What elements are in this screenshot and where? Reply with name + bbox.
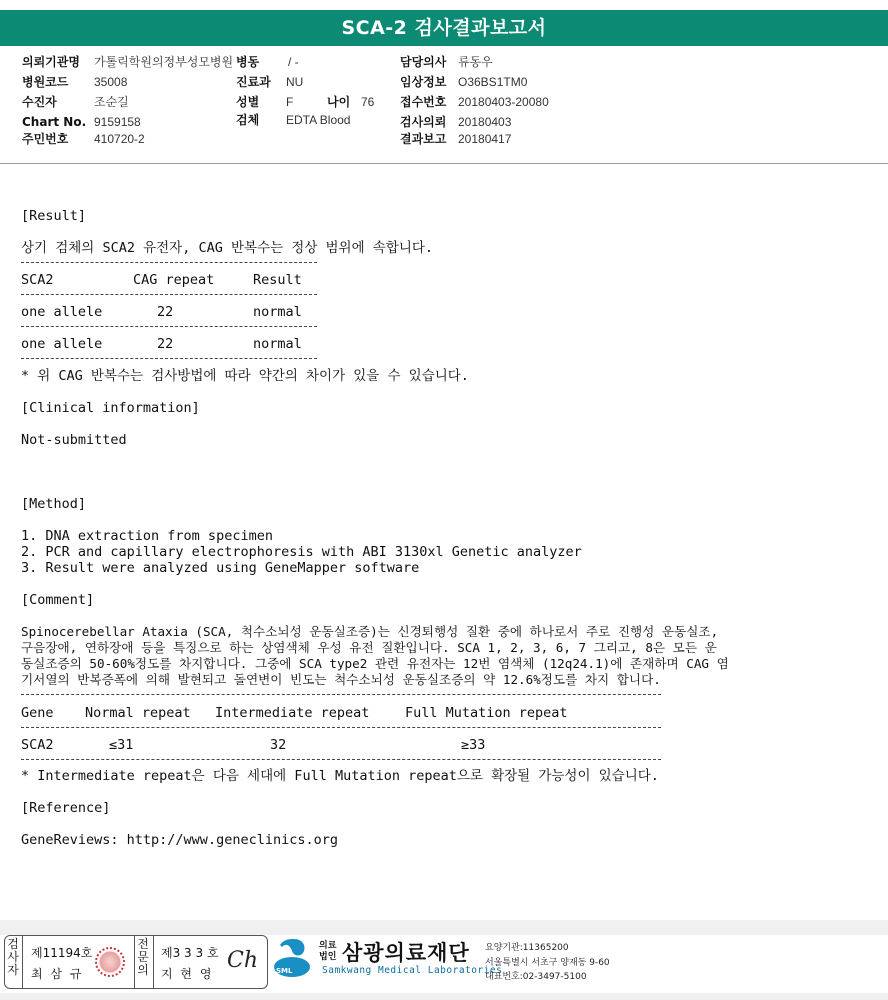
ward-label: 병동 xyxy=(236,55,260,69)
reference-text: GeneReviews: http://www.geneclinics.org xyxy=(21,832,338,848)
gene-name: SCA2 xyxy=(21,737,54,753)
corp-prefix-1: 의료 xyxy=(319,941,337,951)
full-mutation-value: ≥33 xyxy=(461,737,486,753)
doctor-value: 류동우 xyxy=(458,55,493,69)
age-label: 나이 xyxy=(327,95,351,109)
specialist-name: 지 현 영 xyxy=(161,967,214,981)
specialist-label xyxy=(137,938,149,977)
id-value: 410720-2 xyxy=(94,132,145,146)
method-line: 2. PCR and capillary electrophoresis with ABI 3130xl Genetic analyzer xyxy=(21,544,582,560)
allele-label: one allele xyxy=(21,304,103,320)
gene-col-full: Full Mutation repeat xyxy=(405,705,568,721)
inspector-name: 최 삼 규 xyxy=(31,967,84,981)
specialist-number: 제3 3 3 호 xyxy=(161,946,219,960)
comment-line: 기서열의 반복증폭에 의해 발현되고 돌연변이 빈도는 척수소뇌성 운동실조증의 약 12.6%정도를 차지 합니다. xyxy=(21,672,661,687)
reference-heading: [Reference] xyxy=(21,800,111,816)
method-line: 1. DNA extraction from specimen xyxy=(21,528,273,544)
header-divider xyxy=(0,163,888,164)
comment-line: Spinocerebellar Ataxia (SCA, 척수소뇌성 운동실조증)는 신경퇴행성 질환 중에 하나로서 주로 진행성 운동실조, xyxy=(21,624,719,639)
comment-heading: [Comment] xyxy=(21,592,95,608)
inspector-label-text: 검사자 xyxy=(7,937,19,977)
sex-label: 성별 xyxy=(236,95,260,109)
corp-english-name: Samkwang Medical Laboratories xyxy=(322,965,503,976)
intermediate-repeat-value: 32 xyxy=(270,737,287,753)
chart-value: 9159158 xyxy=(94,115,141,129)
dept-value: NU xyxy=(286,75,304,89)
cag-value: 22 xyxy=(157,336,174,352)
doctor-label: 담당의사 xyxy=(400,55,447,69)
gene-note: * Intermediate repeat은 다음 세대에 Full Mutation repeat으로 확장될 가능성이 있습니다. xyxy=(21,768,659,784)
specimen-value: EDTA Blood xyxy=(286,113,351,127)
result-note: * 위 CAG 반복수는 검사방법에 따라 약간의 차이가 있을 수 있습니다. xyxy=(21,368,469,384)
receipt-label: 접수번호 xyxy=(400,95,447,109)
inspector-number: 제11194호 xyxy=(31,946,93,960)
seal-stamp xyxy=(95,947,125,977)
result-col-gene: SCA2 xyxy=(21,272,54,288)
age-value: 76 xyxy=(361,95,375,109)
hospital-code-value: 35008 xyxy=(94,75,128,89)
ward-value: / - xyxy=(288,55,299,69)
report-title: SCA-2 검사결과보고서 xyxy=(0,10,888,46)
signature: Ch xyxy=(227,948,259,973)
address: 서울특별시 서초구 양재동 9-60 xyxy=(485,958,610,968)
request-value: 20180403 xyxy=(458,115,512,129)
method-line: 3. Result were analyzed using GeneMapper software xyxy=(21,560,420,576)
corp-name: 삼광의료재단 xyxy=(342,941,470,965)
inspector-label xyxy=(7,938,19,977)
clinical-info-label: 임상정보 xyxy=(400,75,447,89)
result-value: normal xyxy=(253,336,302,352)
patient-value: 조순길 xyxy=(94,95,129,109)
separator xyxy=(21,326,317,327)
report-date-label: 결과보고 xyxy=(400,132,447,146)
separator xyxy=(21,759,661,760)
result-sentence: 상기 검체의 SCA2 유전자, CAG 반복수는 정상 범위에 속합니다. xyxy=(21,240,434,256)
normal-repeat-value: ≤31 xyxy=(109,737,134,753)
result-heading: [Result] xyxy=(21,208,87,224)
result-value: normal xyxy=(253,304,302,320)
specimen-label: 검체 xyxy=(236,113,260,127)
dept-label: 진료과 xyxy=(236,75,271,89)
comment-line: 동실조증의 50-60%정도를 차지합니다. 그중에 SCA type2 관련 유전자는 12번 염색체 (12q24.1)에 존재하며 CAG 염 xyxy=(21,656,729,671)
clinical-text: Not-submitted xyxy=(21,432,127,448)
report-date-value: 20180417 xyxy=(458,132,512,146)
sex-value: F xyxy=(286,95,294,109)
institution-label: 의뢰기관명 xyxy=(22,55,80,69)
hospital-code-label: 병원코드 xyxy=(22,75,69,89)
id-label: 주민번호 xyxy=(22,132,69,146)
specialist-label-text: 전문의 xyxy=(137,937,149,977)
chart-label: Chart No. xyxy=(22,115,87,129)
cag-value: 22 xyxy=(157,304,174,320)
result-col-cag: CAG repeat xyxy=(133,272,215,288)
institution-value: 가톨릭학원의정부성모병원 xyxy=(94,55,234,69)
care-code: 요양기관:11365200 xyxy=(485,943,569,953)
separator xyxy=(21,358,317,359)
logo-text: SML xyxy=(276,967,293,975)
patient-label: 수진자 xyxy=(22,95,57,109)
divider xyxy=(22,936,23,988)
separator xyxy=(21,727,661,728)
gene-col-normal: Normal repeat xyxy=(85,705,191,721)
phone: 대표번호:02-3497-5100 xyxy=(485,972,587,982)
corp-prefix-2: 법인 xyxy=(319,952,337,962)
divider xyxy=(153,936,154,988)
gene-col-intermediate: Intermediate repeat xyxy=(215,705,370,721)
clinical-heading: [Clinical information] xyxy=(21,400,200,416)
comment-line: 구음장애, 연하장애 등을 특징으로 하는 상염색체 우성 유전 질환입니다. SCA 1, 2, 3, 6, 7 그리고, 8은 모든 운 xyxy=(21,640,717,655)
result-col-result: Result xyxy=(253,272,302,288)
gene-col-gene: Gene xyxy=(21,705,54,721)
request-label: 검사의뢰 xyxy=(400,115,447,129)
separator xyxy=(21,694,661,695)
separator xyxy=(21,262,317,263)
method-heading: [Method] xyxy=(21,496,87,512)
clinical-info-value: O36BS1TM0 xyxy=(458,75,528,89)
signature-box xyxy=(4,935,268,989)
allele-label: one allele xyxy=(21,336,103,352)
separator xyxy=(21,294,317,295)
receipt-value: 20180403-20080 xyxy=(458,95,549,109)
divider xyxy=(134,936,135,988)
